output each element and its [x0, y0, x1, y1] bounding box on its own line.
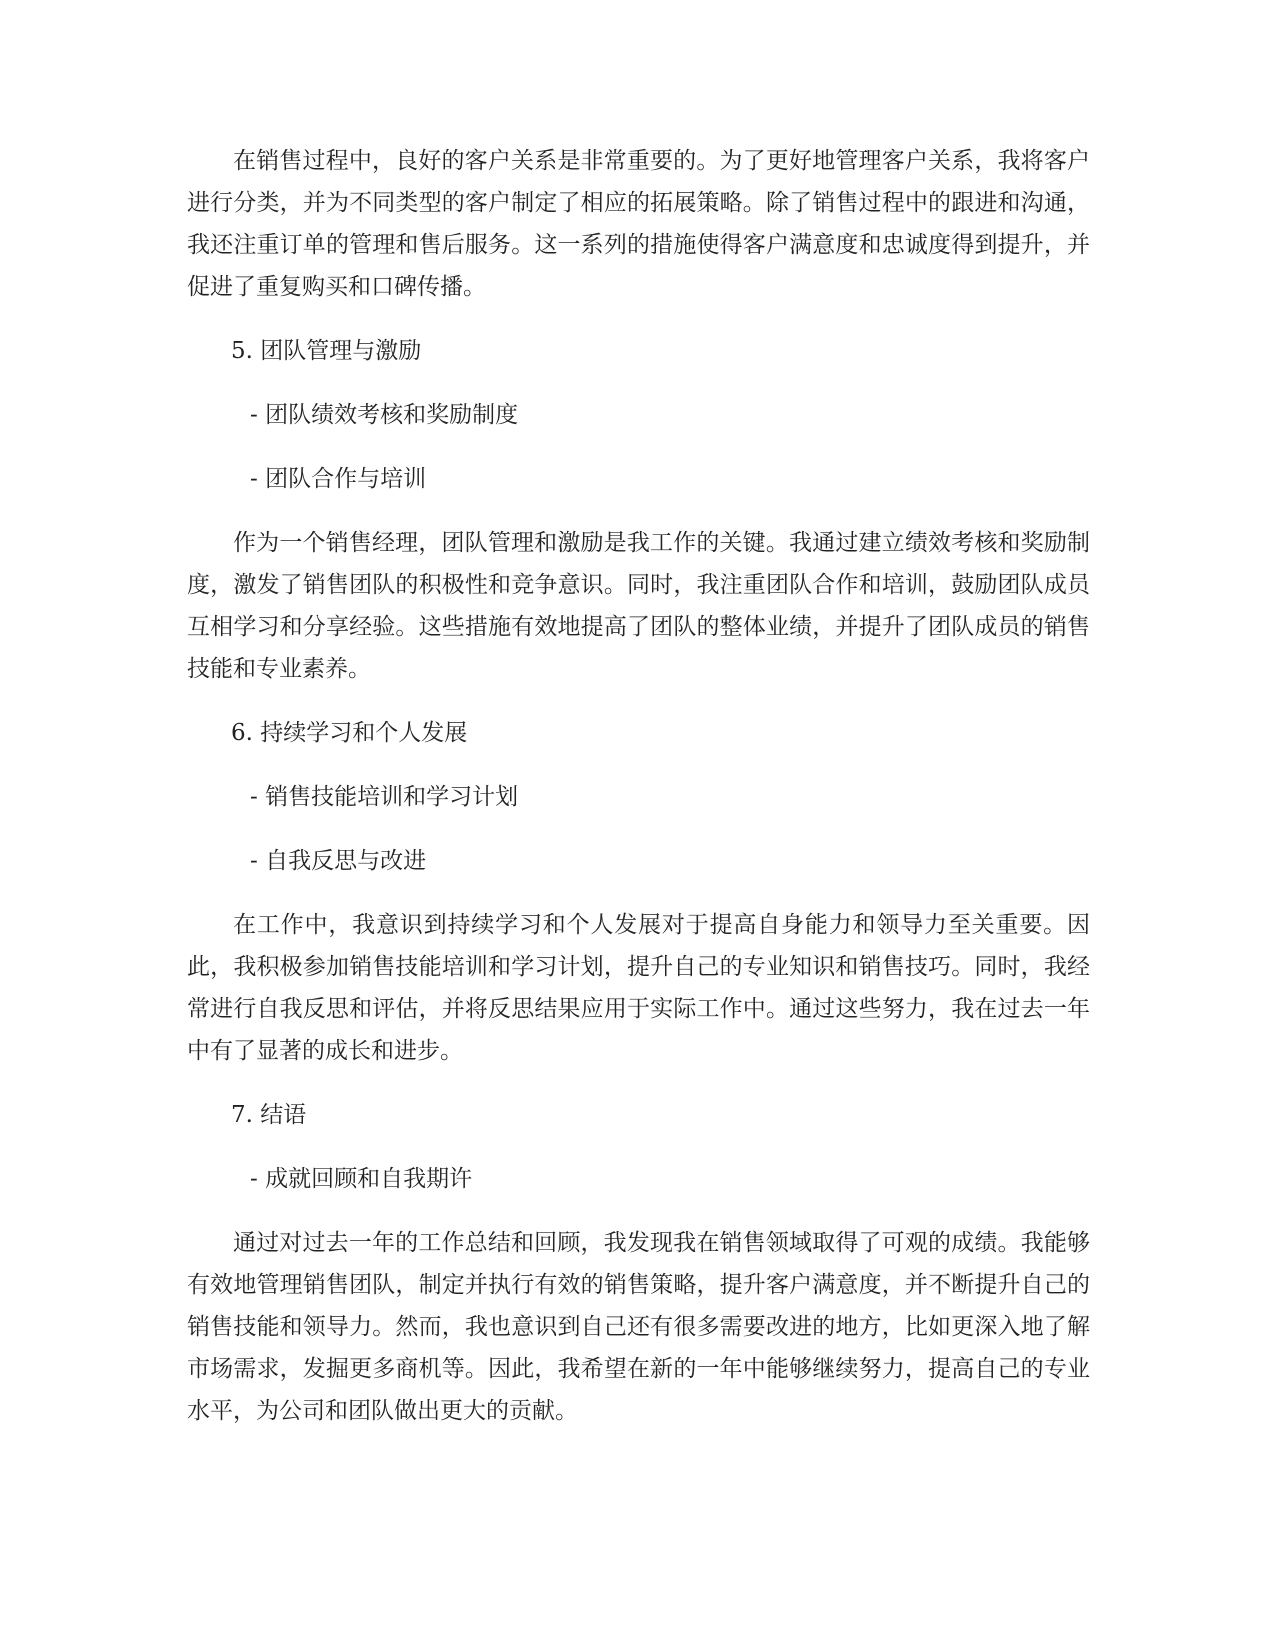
- paragraph-learning: 在工作中，我意识到持续学习和个人发展对于提高自身能力和领导力至关重要。因此，我积极参加销售技能培训和学习计划，提升自己的专业知识和销售技巧。同时，我经常进行自我反思和评估，并将反思结果应用于实际工作中。通过这些努力，我在过去一年中有了显著的成长和进步。: [187, 912, 1090, 1064]
- list-item: - 销售技能培训和学习计划: [250, 784, 519, 810]
- list-item: - 成就回顾和自我期许: [250, 1166, 473, 1192]
- list-item: - 团队合作与培训: [250, 466, 427, 492]
- section-heading-conclusion: 7. 结语: [231, 1102, 307, 1128]
- paragraph-customer-relations: 在销售过程中，良好的客户关系是非常重要的。为了更好地管理客户关系，我将客户进行分类，并为不同类型的客户制定了相应的拓展策略。除了销售过程中的跟进和沟通，我还注重订单的管理和售后服务。这一系列的措施使得客户满意度和忠诚度得到提升，并促进了重复购买和口碑传播。: [187, 148, 1090, 300]
- paragraph-team-management: 作为一个销售经理，团队管理和激励是我工作的关键。我通过建立绩效考核和奖励制度，激发了销售团队的积极性和竞争意识。同时，我注重团队合作和培训，鼓励团队成员互相学习和分享经验。这些措施有效地提高了团队的整体业绩，并提升了团队成员的销售技能和专业素养。: [187, 530, 1090, 682]
- document-body: [187, 140, 1090, 1454]
- list-item: - 自我反思与改进: [250, 848, 427, 874]
- paragraph-conclusion: 通过对过去一年的工作总结和回顾，我发现我在销售领域取得了可观的成绩。我能够有效地管理销售团队，制定并执行有效的销售策略，提升客户满意度，并不断提升自己的销售技能和领导力。然而，我也意识到自己还有很多需要改进的地方，比如更深入地了解市场需求，发掘更多商机等。因此，我希望在新的一年中能够继续努力，提高自己的专业水平，为公司和团队做出更大的贡献。: [187, 1230, 1090, 1424]
- section-heading-team-management: 5. 团队管理与激励: [231, 338, 422, 364]
- section-heading-learning: 6. 持续学习和个人发展: [231, 720, 468, 746]
- list-item: - 团队绩效考核和奖励制度: [250, 402, 519, 428]
